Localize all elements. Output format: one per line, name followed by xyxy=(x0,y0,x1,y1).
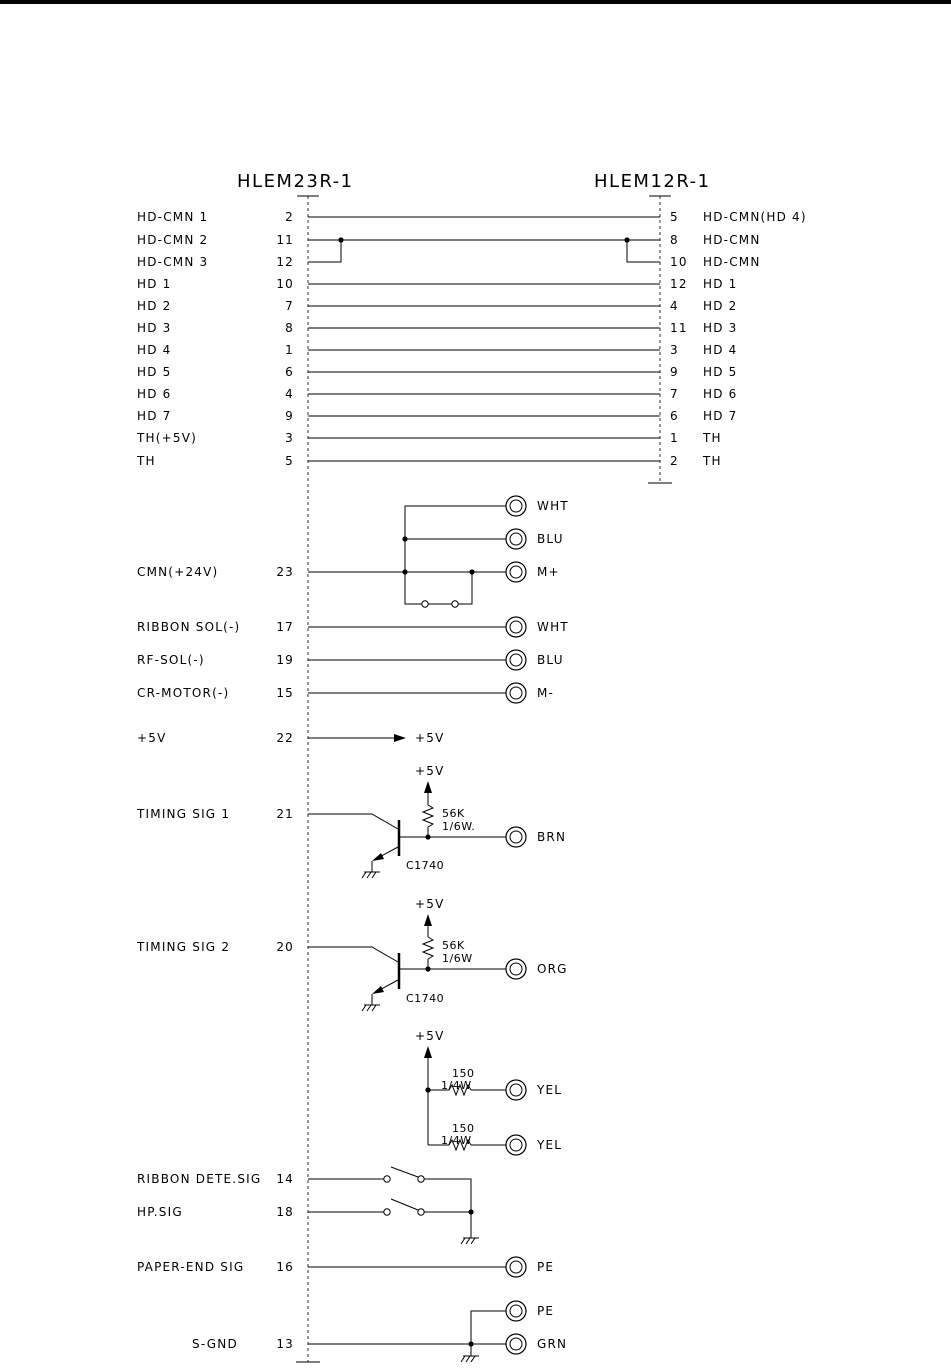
wire-rpin: 4 xyxy=(670,299,679,313)
wire-rname: HD-CMN xyxy=(703,233,761,247)
wire-pin: 18 xyxy=(276,1205,294,1219)
wire-pin: 13 xyxy=(276,1337,294,1351)
head-wire-11 xyxy=(136,431,722,445)
wire-pin: 3 xyxy=(285,431,294,445)
wire-pin: 2 xyxy=(285,210,294,224)
wire-pin: 14 xyxy=(276,1172,294,1186)
wire-name: TH(+5V) xyxy=(137,431,198,445)
head-wire-9 xyxy=(137,387,738,401)
wire-rname: HD-CMN xyxy=(703,255,761,269)
transistor-label: C1740 xyxy=(406,859,445,872)
arrow-up-icon xyxy=(424,914,432,926)
wire-pin: 22 xyxy=(276,731,294,745)
page-top-rule xyxy=(0,0,951,4)
wire-pin: 15 xyxy=(276,686,294,700)
wire-pin: 10 xyxy=(276,277,294,291)
head-wire-8 xyxy=(137,365,738,379)
head-wire-6 xyxy=(137,321,738,335)
resistor-watt: 1/6W. xyxy=(442,820,476,833)
solenoid-cr-motor xyxy=(137,683,554,703)
wire-name: HD 5 xyxy=(137,365,172,379)
wire-name: HD 1 xyxy=(137,277,172,291)
resistor-value: 150 xyxy=(452,1122,475,1135)
vcc-label: +5V xyxy=(415,1029,445,1043)
led-group xyxy=(415,1029,562,1155)
resistor-value: 56K xyxy=(442,939,465,952)
head-wire-5 xyxy=(137,299,738,313)
power-out: +5V xyxy=(415,731,445,745)
wire-rpin: 2 xyxy=(670,454,679,468)
wire-rname: TH xyxy=(703,431,722,445)
wire-pin: 11 xyxy=(276,233,294,247)
switch-icon xyxy=(384,1209,390,1215)
ground-icon xyxy=(362,1005,380,1011)
terminal-label: YEL xyxy=(537,1138,563,1152)
wire-pin: 21 xyxy=(276,807,294,821)
wire-rname: HD 1 xyxy=(703,277,738,291)
ground-icon xyxy=(461,1238,479,1244)
terminal-label: BRN xyxy=(537,830,567,844)
terminal-label: PE xyxy=(537,1260,555,1274)
head-wire-12 xyxy=(136,454,722,468)
resistor-watt: 1/6W xyxy=(442,952,473,965)
power-row xyxy=(137,731,445,745)
terminal-icon xyxy=(506,562,526,582)
wire-pin: 16 xyxy=(276,1260,294,1274)
wire-rpin: 10 xyxy=(670,255,688,269)
terminal-label-mplus: M+ xyxy=(537,565,560,579)
wire-rname: HD 2 xyxy=(703,299,738,313)
wire-name: HD-CMN 1 xyxy=(137,210,209,224)
wire-name: TIMING SIG 1 xyxy=(137,807,231,821)
terminal-label-blu: BLU xyxy=(537,532,564,546)
cmn-name: CMN(+24V) xyxy=(137,565,219,579)
head-wire-2 xyxy=(137,233,761,247)
wire-name: TIMING SIG 2 xyxy=(137,940,231,954)
wire-rname: HD 4 xyxy=(703,343,738,357)
terminal-label: M- xyxy=(537,686,555,700)
wire-pin: 20 xyxy=(276,940,294,954)
solenoid-ribbon xyxy=(137,617,569,637)
head-wire-7 xyxy=(137,343,738,357)
wire-pin: 5 xyxy=(285,454,294,468)
wire-pin: 1 xyxy=(285,343,294,357)
terminal-icon xyxy=(506,529,526,549)
sgnd-group xyxy=(192,1301,567,1362)
wire-pin: 8 xyxy=(285,321,294,335)
arrow-up-icon xyxy=(424,781,432,793)
wire-pin: 19 xyxy=(276,653,294,667)
wire-rname: HD 3 xyxy=(703,321,738,335)
resistor-watt: 1/4W xyxy=(441,1134,472,1147)
wire-rpin: 11 xyxy=(670,321,688,335)
wire-rpin: 1 xyxy=(670,431,679,445)
wire-name: HD 6 xyxy=(137,387,172,401)
terminal-label: PE xyxy=(537,1304,555,1318)
resistor-icon xyxy=(423,805,433,827)
terminal-label: GRN xyxy=(537,1337,568,1351)
resistor-watt: 1/4W xyxy=(441,1079,472,1092)
wire-name: CR-MOTOR(-) xyxy=(137,686,230,700)
timing-sig-2 xyxy=(136,897,568,1011)
wire-name: +5V xyxy=(137,731,167,745)
wire-name: HD-CMN 3 xyxy=(137,255,209,269)
wire-pin: 6 xyxy=(285,365,294,379)
wire-rname: HD 5 xyxy=(703,365,738,379)
wire-name: HD 2 xyxy=(137,299,172,313)
wire-pin: 17 xyxy=(276,620,294,634)
wire-rname: HD 6 xyxy=(703,387,738,401)
wire-rpin: 6 xyxy=(670,409,679,423)
wire-rpin: 7 xyxy=(670,387,679,401)
resistor-value: 150 xyxy=(452,1067,475,1080)
arrow-right-icon xyxy=(394,734,406,742)
wire-name: PAPER-END SIG xyxy=(137,1260,245,1274)
timing-sig-1 xyxy=(136,764,566,878)
resistor-value: 56K xyxy=(442,807,465,820)
wire-name: HD 7 xyxy=(137,409,172,423)
head-wire-4 xyxy=(137,277,738,291)
terminal-label: WHT xyxy=(537,620,569,634)
head-wire-1 xyxy=(137,210,807,224)
paper-end-row xyxy=(137,1257,554,1277)
wire-name: TH xyxy=(137,454,156,468)
motor-common-group xyxy=(137,496,569,607)
solenoid-rows xyxy=(137,617,569,703)
resistor-icon xyxy=(423,937,433,959)
left-connector-title: HLEM23R-1 xyxy=(237,171,354,192)
transistor-label: C1740 xyxy=(406,992,445,1005)
wire-name: RIBBON SOL(-) xyxy=(137,620,241,634)
wire-name: HD 4 xyxy=(137,343,172,357)
wire-rpin: 12 xyxy=(670,277,688,291)
ground-icon xyxy=(362,872,380,878)
switch-icon xyxy=(384,1176,390,1182)
wire-rpin: 8 xyxy=(670,233,679,247)
wire-pin: 9 xyxy=(285,409,294,423)
terminal-icon xyxy=(506,496,526,516)
wire-name: HP.SIG xyxy=(137,1205,183,1219)
terminal-label: BLU xyxy=(537,653,564,667)
wire-rname: TH xyxy=(703,454,722,468)
wire-rname: HD 7 xyxy=(703,409,738,423)
wire-rpin: 3 xyxy=(670,343,679,357)
wire-name: S-GND xyxy=(192,1337,238,1351)
wire-name: HD-CMN 2 xyxy=(137,233,209,247)
solenoid-rf xyxy=(137,650,564,670)
terminal-label-wht: WHT xyxy=(537,499,569,513)
wire-rname: HD-CMN(HD 4) xyxy=(703,210,807,224)
arrow-up-icon xyxy=(424,1046,432,1058)
wire-pin: 12 xyxy=(276,255,294,269)
wire-pin: 7 xyxy=(285,299,294,313)
ground-icon xyxy=(461,1356,479,1362)
head-wire-3 xyxy=(137,240,761,269)
wire-rpin: 9 xyxy=(670,365,679,379)
terminal-label: ORG xyxy=(537,962,568,976)
terminal-label: YEL xyxy=(537,1083,563,1097)
wire-name: RIBBON DETE.SIG xyxy=(137,1172,262,1186)
wire-name: HD 3 xyxy=(137,321,172,335)
wire-rpin: 5 xyxy=(670,210,679,224)
wire-name: RF-SOL(-) xyxy=(137,653,205,667)
vcc-label: +5V xyxy=(415,764,445,778)
vcc-label: +5V xyxy=(415,897,445,911)
head-wire-10 xyxy=(137,409,738,423)
right-connector-title: HLEM12R-1 xyxy=(594,171,711,192)
head-wire-rows xyxy=(136,210,807,468)
wire-pin: 4 xyxy=(285,387,294,401)
cmn-pin: 23 xyxy=(276,565,294,579)
